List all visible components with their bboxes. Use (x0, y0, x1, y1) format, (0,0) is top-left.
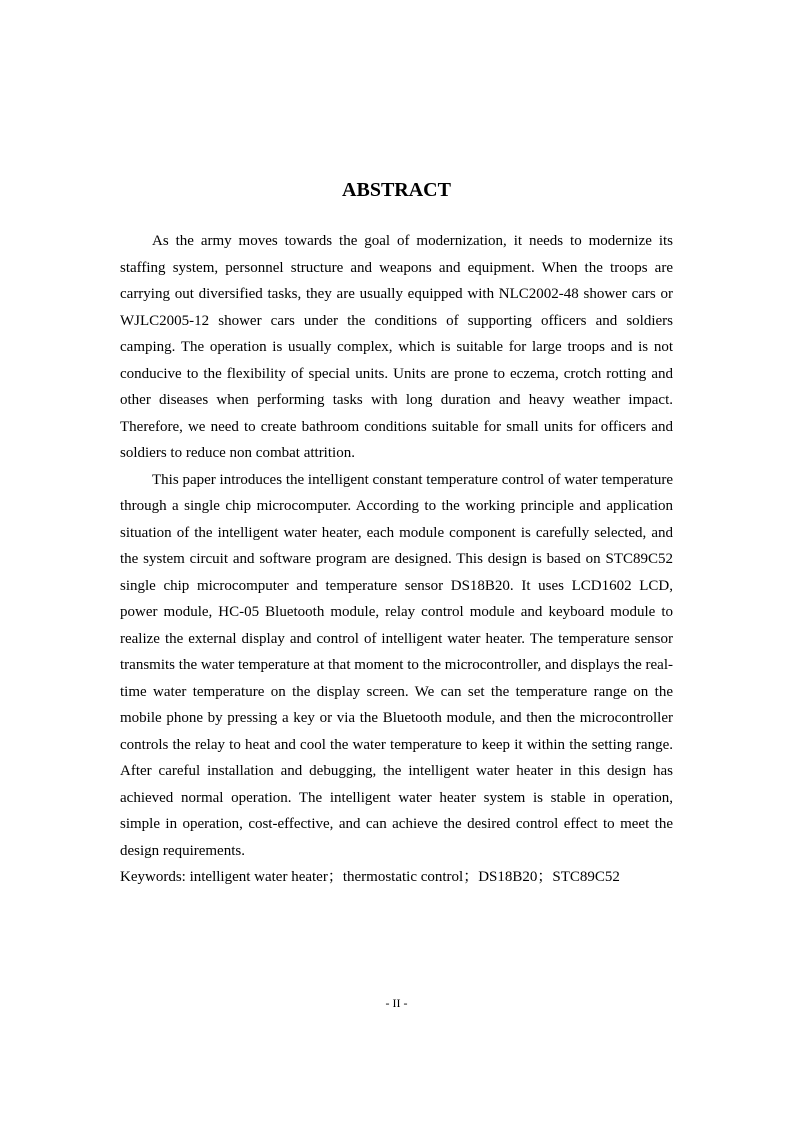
abstract-paragraph-1: As the army moves towards the goal of modernization, it needs to modernize its staffing system, personnel structure and weapons and equipment. When the troops are carrying out diversified tasks, they are usually equipped with NLC2002-48 shower cars or WJLC2005-12 shower cars under the conditions of supporting officers and soldiers camping. The operation is usually complex, which is suitable for large troops and is not conducive to the flexibility of special units. Units are prone to eczema, crotch rotting and other diseases when performing tasks with long duration and heavy weather impact. Therefore, we need to create bathroom conditions suitable for small units for officers and soldiers to reduce non combat attrition. (120, 233, 673, 461)
keywords-line: Keywords: intelligent water heater；thermostatic control；DS18B20；STC89C52 (120, 869, 620, 885)
abstract-paragraph-2: This paper introduces the intelligent constant temperature control of water temperature through a single chip microcomputer. According to the working principle and application situation of the intelligent water heater, each module component is carefully selected, and the system circuit and software program are designed. This design is based on STC89C52 single chip microcomputer and temperature sensor DS18B20. It uses LCD1602 LCD, power module, HC-05 Bluetooth module, relay control module and keyboard module to realize the external display and control of intelligent water heater. The temperature sensor transmits the water temperature at that moment to the microcontroller, and displays the real-time water temperature on the display screen. We can set the temperature range on the mobile phone by pressing a key or via the Bluetooth module, and then the microcontroller controls the relay to heat and cool the water temperature to keep it within the setting range. After careful installation and debugging, the intelligent water heater in this design has achieved normal operation. The intelligent water heater system is stable in operation, simple in operation, cost-effective, and can achieve the desired control effect to meet the design requirements. (120, 471, 673, 859)
page-number: - II - (385, 996, 408, 1010)
abstract-title: ABSTRACT (342, 179, 451, 201)
abstract-body (120, 228, 673, 891)
